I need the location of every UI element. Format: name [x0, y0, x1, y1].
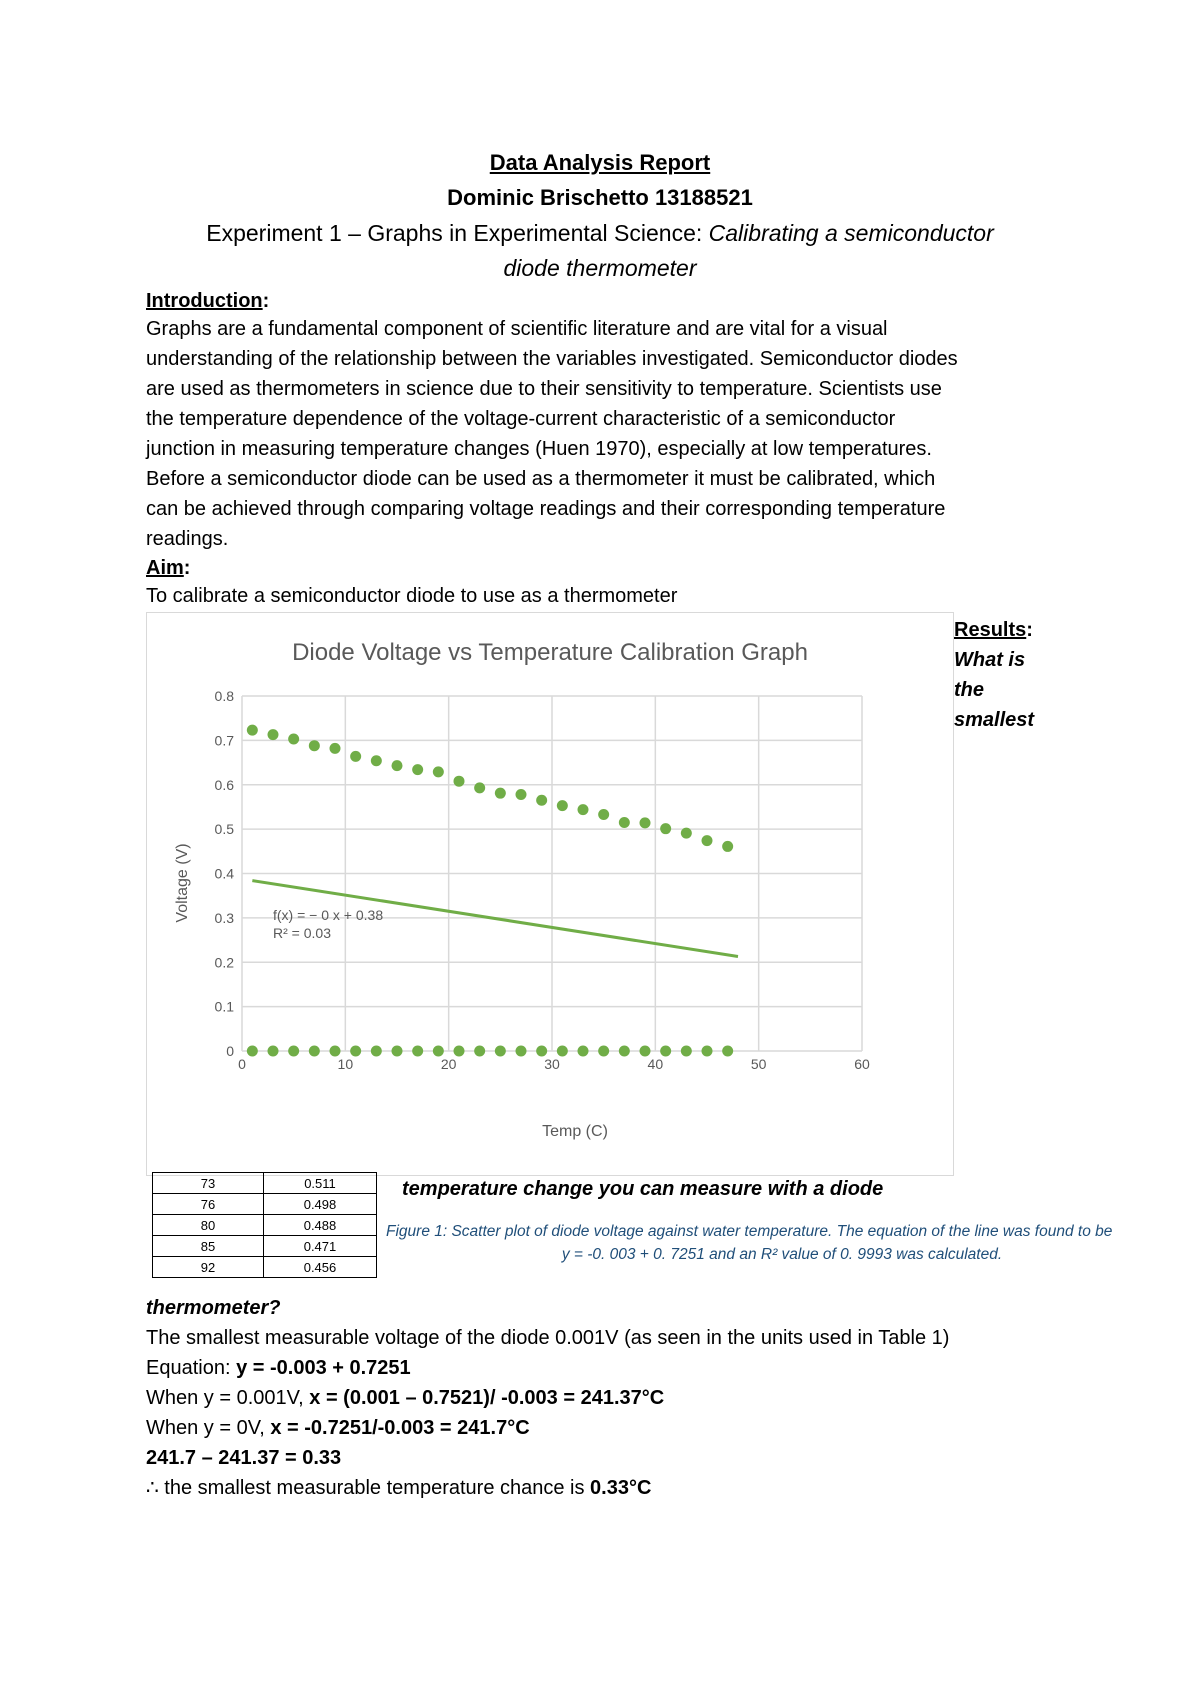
chart-frame — [146, 612, 954, 1176]
data-point — [536, 795, 547, 806]
results-heading-text: Results — [954, 619, 1027, 641]
report-title: Data Analysis Report — [489, 150, 711, 175]
data-point — [247, 725, 258, 736]
y-tick-label: 0.4 — [214, 865, 234, 882]
data-point — [536, 1046, 547, 1057]
data-point — [412, 764, 423, 775]
data-table — [152, 1172, 377, 1278]
data-point — [247, 1046, 258, 1057]
data-point — [392, 760, 403, 771]
data-point — [309, 740, 320, 751]
data-point — [268, 1046, 279, 1057]
data-point — [474, 782, 485, 793]
working-prefix: Equation: — [146, 1357, 237, 1379]
data-point — [681, 828, 692, 839]
table-row — [153, 1257, 377, 1278]
working-line — [146, 1413, 949, 1443]
data-point — [330, 1046, 341, 1057]
intro-line: understanding of the relationship between the variables investigated. Semiconductor diodes — [146, 348, 958, 370]
introduction-heading-text: Introduction — [146, 290, 263, 312]
y-tick-label: 0 — [226, 1043, 234, 1059]
table-cell: 0.456 — [264, 1257, 377, 1278]
intro-line: the temperature dependence of the voltage-current characteristic of a semiconductor — [146, 408, 896, 430]
table-row — [153, 1194, 377, 1215]
working-bold: x = -0.7251/-0.003 = 241.7°C — [270, 1417, 530, 1439]
data-point — [412, 1046, 423, 1057]
data-point — [495, 1046, 506, 1057]
data-point — [557, 1046, 568, 1057]
data-point — [288, 734, 299, 745]
working-bold: y = -0.003 + 0.7251 — [236, 1357, 411, 1379]
experiment-plain: Experiment 1 – Graphs in Experimental Science: — [206, 220, 709, 246]
data-point — [578, 804, 589, 815]
y-tick-label: 0.7 — [214, 732, 234, 749]
data-point — [454, 776, 465, 787]
x-axis-label: Temp (C) — [542, 1123, 608, 1140]
data-point — [392, 1046, 403, 1057]
table-cell: 85 — [153, 1236, 264, 1257]
working-block — [146, 1323, 949, 1503]
y-tick-label: 0.1 — [214, 998, 234, 1015]
working-prefix: When y = 0V, — [146, 1417, 271, 1439]
table-cell: 0.498 — [264, 1194, 377, 1215]
y-tick-label: 0.2 — [214, 954, 234, 971]
data-point — [619, 817, 630, 828]
trendline-equation: f(x) = − 0 x + 0.38 — [273, 907, 384, 923]
data-point — [619, 1046, 630, 1057]
table-cell: 0.488 — [264, 1215, 377, 1236]
data-point — [309, 1046, 320, 1057]
experiment-line-2: diode thermometer — [503, 255, 697, 281]
results-question-end: thermometer? — [146, 1297, 281, 1319]
data-point — [598, 1046, 609, 1057]
working-line — [146, 1353, 949, 1383]
y-tick-label: 0.8 — [214, 688, 234, 704]
data-point — [660, 823, 671, 834]
data-point — [516, 789, 527, 800]
data-point — [454, 1046, 465, 1057]
data-point — [702, 835, 713, 846]
intro-line: readings. — [146, 528, 229, 550]
results-question-continued: temperature change you can measure with a diode — [402, 1178, 884, 1200]
table-row — [153, 1236, 377, 1257]
table-row — [153, 1173, 377, 1194]
experiment-italic: Calibrating a semiconductor — [708, 220, 994, 246]
experiment-line — [0, 220, 1200, 247]
introduction-heading: Introduction: — [146, 290, 270, 312]
data-point — [350, 1046, 361, 1057]
x-tick-label: 50 — [750, 1056, 767, 1072]
x-tick-label: 0 — [238, 1056, 246, 1072]
results-block — [954, 615, 1034, 735]
intro-line: can be achieved through comparing voltage readings and their corresponding temperature — [146, 498, 946, 520]
data-point — [722, 841, 733, 852]
intro-line: Before a semiconductor diode can be used as a thermometer it must be calibrated, which — [146, 468, 936, 490]
results-heading: Results: — [954, 619, 1033, 641]
intro-line: junction in measuring temperature changes (Huen 1970), especially at low temperatures. — [146, 438, 932, 460]
chart-title: Diode Voltage vs Temperature Calibration Graph — [292, 639, 808, 666]
data-point — [660, 1046, 671, 1057]
data-point — [371, 1046, 382, 1057]
data-point — [702, 1046, 713, 1057]
working-line: 241.7 – 241.37 = 0.33 — [146, 1447, 342, 1469]
working-bold: x = (0.001 – 0.7521)/ -0.003 = 241.37°C — [309, 1387, 665, 1409]
caption-line-2: y = -0. 003 + 0. 7251 and an R² value of 0. 9993 was calculated. — [561, 1246, 1003, 1263]
intro-line: Graphs are a fundamental component of scientific literature and are vital for a visual — [146, 318, 888, 340]
author-line: Dominic Brischetto 13188521 — [447, 185, 753, 210]
data-point — [681, 1046, 692, 1057]
working-prefix: ∴ the smallest measurable temperature chance is — [146, 1477, 591, 1499]
introduction-paragraph — [146, 314, 1076, 554]
results-question-line: What is — [954, 649, 1026, 671]
table-cell: 0.471 — [264, 1236, 377, 1257]
working-line — [146, 1473, 949, 1503]
aim-text: To calibrate a semiconductor diode to use as a thermometer — [146, 585, 678, 607]
working-line — [146, 1383, 949, 1413]
y-tick-label: 0.3 — [214, 909, 234, 926]
data-point — [557, 800, 568, 811]
table-cell: 92 — [153, 1257, 264, 1278]
x-tick-label: 10 — [337, 1056, 354, 1072]
data-point — [495, 788, 506, 799]
table-cell: 76 — [153, 1194, 264, 1215]
table-row — [153, 1215, 377, 1236]
y-axis-label: Voltage (V) — [174, 843, 191, 923]
data-point — [288, 1046, 299, 1057]
figure-caption — [386, 1220, 1178, 1266]
data-point — [474, 1046, 485, 1057]
table-cell: 80 — [153, 1215, 264, 1236]
x-tick-label: 20 — [440, 1056, 457, 1072]
results-question-line: smallest — [954, 709, 1035, 731]
trendline-r-squared: R² = 0.03 — [273, 925, 331, 941]
x-tick-label: 60 — [854, 1056, 870, 1072]
aim-heading-text: Aim — [146, 557, 184, 579]
x-tick-label: 40 — [647, 1056, 664, 1072]
table-cell: 0.511 — [264, 1173, 377, 1194]
data-point — [268, 729, 279, 740]
y-tick-label: 0.6 — [214, 776, 234, 793]
calibration-chart — [147, 613, 953, 1175]
results-question-line: the — [954, 679, 984, 701]
data-point — [433, 1046, 444, 1057]
working-bold: 0.33°C — [590, 1477, 652, 1499]
data-point — [330, 743, 341, 754]
aim-heading: Aim: — [146, 557, 191, 579]
caption-line-1: Figure 1: Scatter plot of diode voltage against water temperature. The equation of the line was found to be — [386, 1223, 1113, 1240]
data-point — [516, 1046, 527, 1057]
data-point — [640, 817, 651, 828]
intro-line: are used as thermometers in science due to their sensitivity to temperature. Scientists use — [146, 378, 942, 400]
y-tick-label: 0.5 — [214, 821, 234, 838]
working-prefix: When y = 0.001V, — [146, 1387, 310, 1409]
data-point — [598, 809, 609, 820]
table-cell: 73 — [153, 1173, 264, 1194]
data-point — [640, 1046, 651, 1057]
data-point — [578, 1046, 589, 1057]
working-line: The smallest measurable voltage of the diode 0.001V (as seen in the units used in Table 1) — [146, 1327, 950, 1349]
data-point — [722, 1046, 733, 1057]
x-tick-label: 30 — [544, 1056, 560, 1072]
data-point — [371, 755, 382, 766]
data-point — [433, 766, 444, 777]
data-point — [350, 751, 361, 762]
